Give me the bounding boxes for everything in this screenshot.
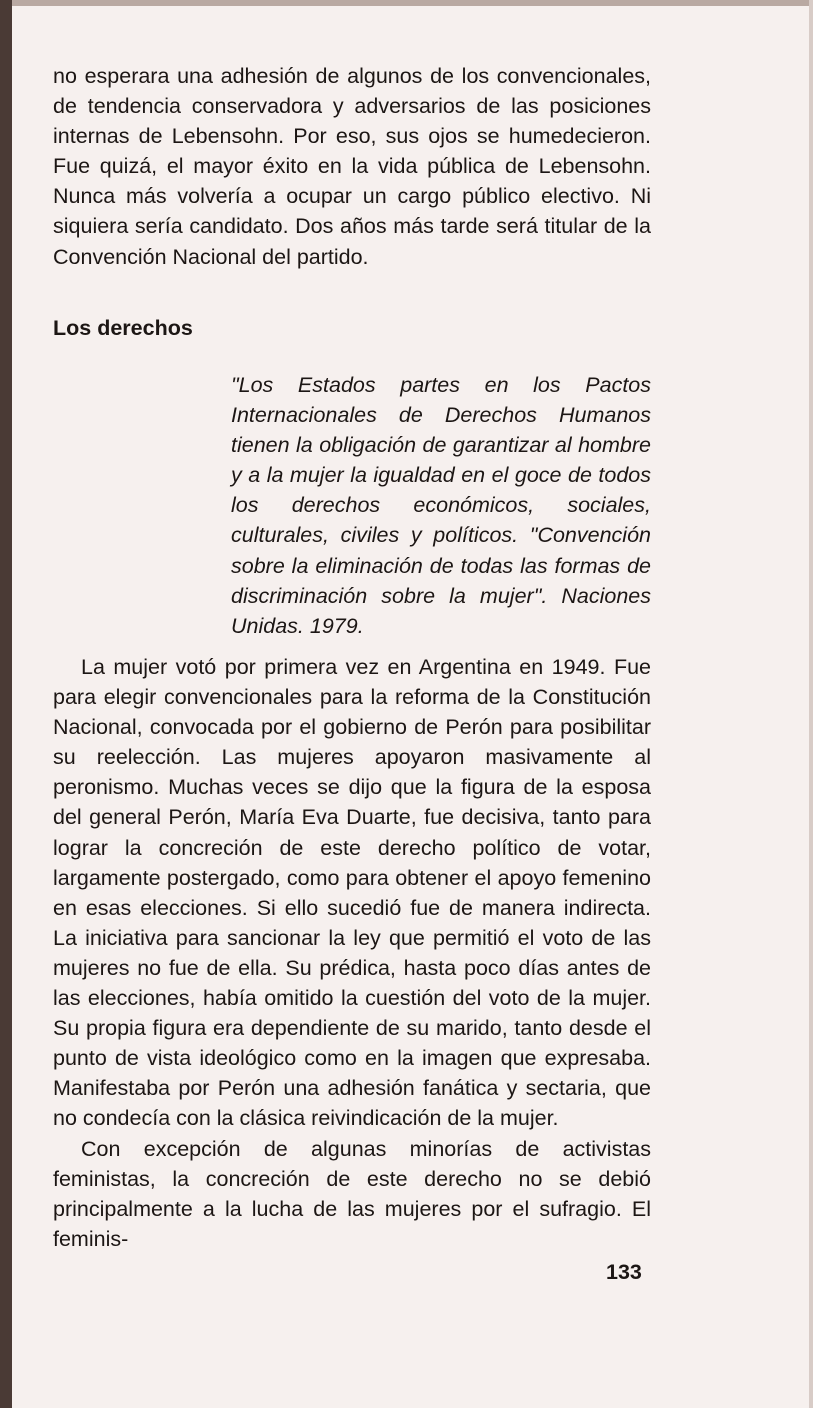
intro-paragraph: no esperara una adhesión de algunos de los convencionales, de tendencia conservadora y adversarios de las posiciones internas de Lebensohn. Por eso, sus ojos se humedecieron. Fue quizá, el mayor éxito en la vida pública de Lebensohn. Nunca más volvería a ocupar un cargo público electivo. Ni siquiera sería candidato. Dos años más tarde será titular de la Convención Nacional del partido.: [53, 64, 651, 269]
page-right-edge: [809, 0, 813, 1408]
body-paragraph: La mujer votó por primera vez en Argentina en 1949. Fue para elegir convencionales para la reforma de la Constitución Nacional, convocada por el gobierno de Perón para posibilitar su reelección. Las mujeres apoyaron masivamente al peronismo. Muchas veces se dijo que la figura de la esposa del general Perón, María Eva Duarte, fue decisiva, tanto para lograr la concreción de este derecho político de votar, largamente postergado, como para obtener el apoyo femenino en esas elecciones. Si ello sucedió fue de manera indirecta. La iniciativa para sancionar la ley que permitió el voto de las mujeres no fue de ella. Su prédica, hasta poco días antes de las elecciones, había omitido la cuestión del voto de la mujer. Su propia figura era dependiente de su marido, tanto desde el punto de vista ideológico como en la imagen que expresaba. Manifestaba por Perón una adhesión fanática y sectaria, que no condecía con la clásica reivindicación de la mujer.: [53, 655, 651, 1131]
page-number: 133: [606, 1260, 642, 1284]
book-page: [12, 0, 813, 1408]
book-spine-edge: [0, 0, 12, 1408]
section-heading: Los derechos: [53, 316, 193, 340]
body-paragraph: Con excepción de algunas minorías de activistas feministas, la concreción de este derecho no se debió principalmente a la lucha de las mujeres por el sufragio. El feminis-: [53, 1136, 651, 1251]
body-text-block: [53, 652, 651, 1254]
page-top-edge: [12, 0, 813, 6]
epigraph-quote: "Los Estados partes en los Pactos Internacionales de Derechos Humanos tienen la obligación de garantizar al hombre y a la mujer la igualdad en el goce de todos los derechos económicos, sociales, culturales, civiles y políticos. "Convención sobre la eliminación de todas las formas de discriminación sobre la mujer". Naciones Unidas. 1979.: [231, 373, 651, 638]
intro-paragraph-block: [53, 61, 651, 272]
